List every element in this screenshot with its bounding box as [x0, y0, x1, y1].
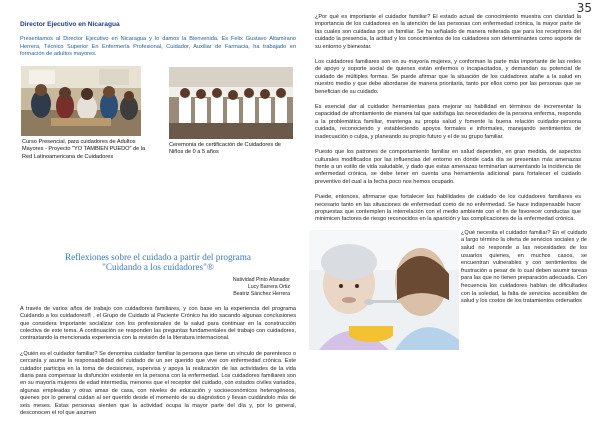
left-column	[20, 18, 296, 417]
body-paragraph: A través de varios años de trabajo con cuidadores familiares, y con base en la experiencia del programa Cuidando a los cuidadores® , el Grupo de Cuidado al Paciente Crónico ha ido sacando algunas conclusiones que considera importante socializar con los profesionales de la salud para continuar en la construcción colectiva de este tema. A continuación se responden las preguntas fundamentales del trabajo con cuidadores, contrastando la mencionada experiencia con la revisión de la literatura internacional.	[20, 305, 296, 342]
page-number: 35	[576, 1, 592, 15]
body-paragraph: Puesto que los patrones de comportamiento familiar en salud dependen, en gran medida, de aspectos culturales modificados por las influencias del entorno en donde cada día se presentan más amenazas frente a un estilo de vida saludable, y dado que estas amenazas terminarían aumentando la incidencia de enfermedad crónica, se debe tener en cuenta una herramienta adicional para fortalecer el cuidado preventivo del cual a la fecha poco nos hemos ocupado.	[315, 149, 581, 185]
body-paragraph: ¿Por qué es importante el cuidador familiar? El estado actual de conocimiento muestra con claridad la importancia de los cuidadores en la atención de las personas con enfermedad crónica, la mayor parte de las cuales son cuidadas por un familiar. Se ha señalado de manera reiterada que para los receptores del cuidado la presencia, la actitud y los conocimientos de los cuidadores son determinantes como soporte de su entorno y bienestar.	[315, 14, 581, 50]
photo-caption-course: Curso Presencial, para cuidadores de Adultos Mayores - Proyecto "YO TAMBIEN PUEDO" de la Red Latinoamericana de Cuidadores	[22, 138, 146, 160]
body-paragraph: Es esencial dar al cuidador herramientas para mejorar su habilidad en términos de incrementar la capacidad de afrontamiento de manera tal que satisfaga las necesidades de la persona enferma, responda a la problemática familiar, mantenga su propia salud y fomente la buena relación cuidador-persona cuidada, reconociendo y estableciendo apoyos formales e informales, manejando sentimientos de inadecuación o culpa, y planeando su propio futuro y el de su grupo familiar.	[315, 104, 581, 140]
authors	[20, 277, 296, 298]
photo-course-session	[21, 66, 141, 136]
author: Natividad Pinto Afanador	[232, 276, 290, 283]
body-paragraph: Los cuidadores familiares son en su mayoría mujeres, y conforman la parte más importante de las redes de apoyo y soporte social de quienes están enfermos o incapacitados, y demandan su potencial de cuidado de múltiples formas. Se puede afirmar que la situación de los cuidadores atañe a la salud en nuestro medio y que debe abordarse de manera prioritaria, tanto por ellos como por las personas que se benefician de su cuidado.	[315, 59, 581, 95]
right-column	[315, 14, 587, 360]
section-label: Director Ejecutivo en Nicaragua	[20, 21, 120, 28]
photo-caregiver-feeding	[309, 230, 459, 350]
article-title-line2: "Cuidando a los cuidadores"®	[102, 262, 214, 273]
article-title-line1: Reflexiones sobre el cuidado a partir del programa	[65, 251, 251, 262]
caregiver-block	[315, 229, 587, 360]
body-paragraph: Puede, entonces, afirmarse que fortalecer las habilidades de cuidado de los cuidadores familiares es necesario tanto en las situaciones de enfermedad como de no enfermedad. Se hace indispensable hacer propuestas que contemplen la interrelación con el medio ambiente con el fin de favorecer conductas que minimicen factores de riesgo reconocidos en la aparición y las complicaciones de la enfermedad crónica.	[315, 194, 581, 223]
body-paragraph: ¿Qué necesita el cuidador familiar? En el cuidado a largo término la oferta de servicios sociales y de salud no responde a las necesidades de los usuarios quienes, en muchos casos, se encuentran vulnerables y con sentimientos de frustración a pesar de lo cual deben asumir tareas para las que no tienen preparación adecuada. Con frecuencia los cuidadores hablan de dificultades con la soledad, la falta de servicios accesibles de salud y los costos de los tratamientos ordenados	[461, 229, 587, 305]
photo-certification-ceremony	[169, 67, 293, 139]
author: Beatriz Sánchez Herrera	[233, 290, 290, 297]
body-paragraph: ¿Quién es el cuidador familiar? Se denomina cuidador familiar la persona que tiene un vínculo de parentesco o cercanía y asume la responsabilidad del cuidado de un ser querido que vive con enfermedad crónica. Este cuidador participa en la toma de decisiones, supervisa y apoya la realización de las actividades de la vida diaria para compensar la disfunción existente en la persona con la enfermedad. Los cuidadores familiares son en su mayoría mujeres de edad intermedia, menores que el receptor del cuidado, con estados civiles variados, algunas empleadas y otras amas de casa, con niveles de educación y socioeconómicos heterogéneos, quienes por lo general cuidan al ser querido desde el momento de su diagnóstico y llevan cuidándolo más de seis meses. Estas personas sienten que la actividad ocupa la mayor parte del día y, por lo general, desconocen el rol que asumen	[20, 350, 296, 417]
article-title	[20, 252, 296, 273]
photo-caption-ceremony: Ceremonia de certificación de Cuidadores de Niños de 0 a 5 años	[169, 141, 281, 156]
photo-row	[20, 66, 296, 198]
intro-paragraph: Presentamos al Director Ejecutivo en Nicaragua y lo damos la Bienvenida. Es Felix Gustavo Altamirano Herrera, Técnico Superior En Enfermería Profesional, Cuidador, Auxiliar de Farmacia, ha trabajado en formación de adultos mayores.	[20, 36, 296, 58]
author: Lucy Barrera Ortiz	[247, 283, 290, 290]
